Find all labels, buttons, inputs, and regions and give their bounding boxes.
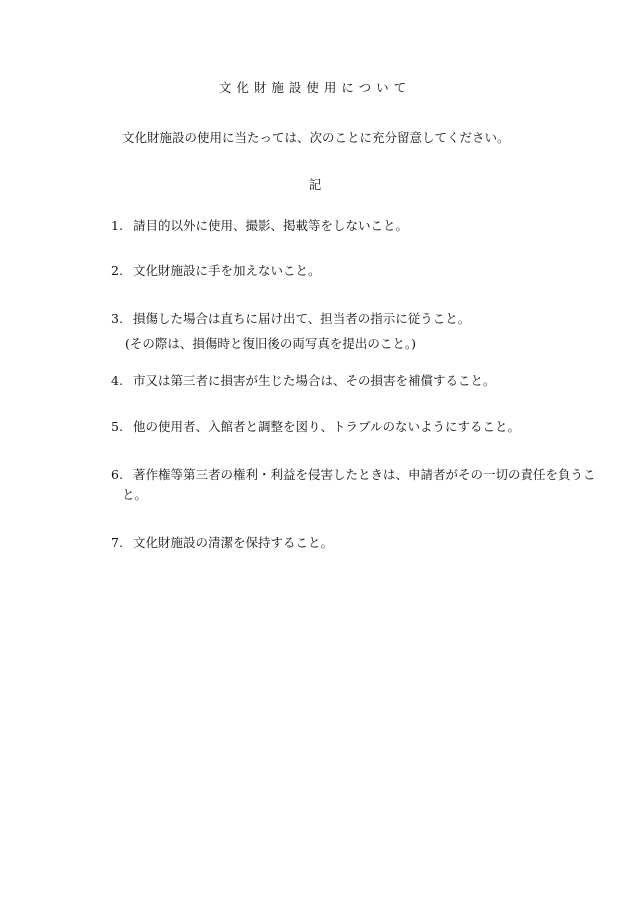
list-item-5 — [111, 417, 581, 437]
list-item-2 — [111, 261, 581, 281]
item-number: 2. — [111, 263, 123, 278]
list-item-1 — [111, 216, 581, 236]
item-text: 文化財施設に手を加えないこと。 — [133, 263, 321, 278]
item-number: 5. — [111, 419, 123, 434]
item-number: 7. — [111, 535, 123, 550]
item-text-continuation: と。 — [122, 487, 148, 502]
item-text: 損傷した場合は直ちに届け出て、担当者の指示に従うこと。 — [133, 311, 471, 326]
list-item-6 — [111, 465, 596, 505]
item-text: 他の使用者、入館者と調整を図り、トラブルのないようにすること。 — [133, 419, 521, 434]
intro-paragraph: 文化財施設の使用に当たっては、次のことに充分留意してください。 — [122, 130, 510, 145]
list-item-7 — [111, 533, 581, 553]
list-item-4 — [111, 371, 581, 391]
item-number: 4. — [111, 373, 123, 388]
item-text: 市又は第三者に損害が生じた場合は、その損害を補償すること。 — [133, 373, 496, 388]
item-number: 6. — [111, 467, 123, 482]
item-text: 請目的以外に使用、撮影、掲載等をしないこと。 — [133, 218, 409, 233]
document-title: 文化財施設使用について — [218, 80, 412, 95]
item-number: 3. — [111, 311, 123, 326]
item-note: (その際は、損傷時と復旧後の両写真を提出のこと。) — [125, 336, 417, 351]
item-text: 著作権等第三者の権利・利益を侵害したときは、申請者がその一切の責任を負うこ — [133, 467, 596, 482]
item-text: 文化財施設の清潔を保持すること。 — [133, 535, 334, 550]
list-item-3 — [111, 309, 581, 354]
item-number: 1. — [111, 218, 123, 233]
ki-heading: 記 — [308, 177, 322, 192]
